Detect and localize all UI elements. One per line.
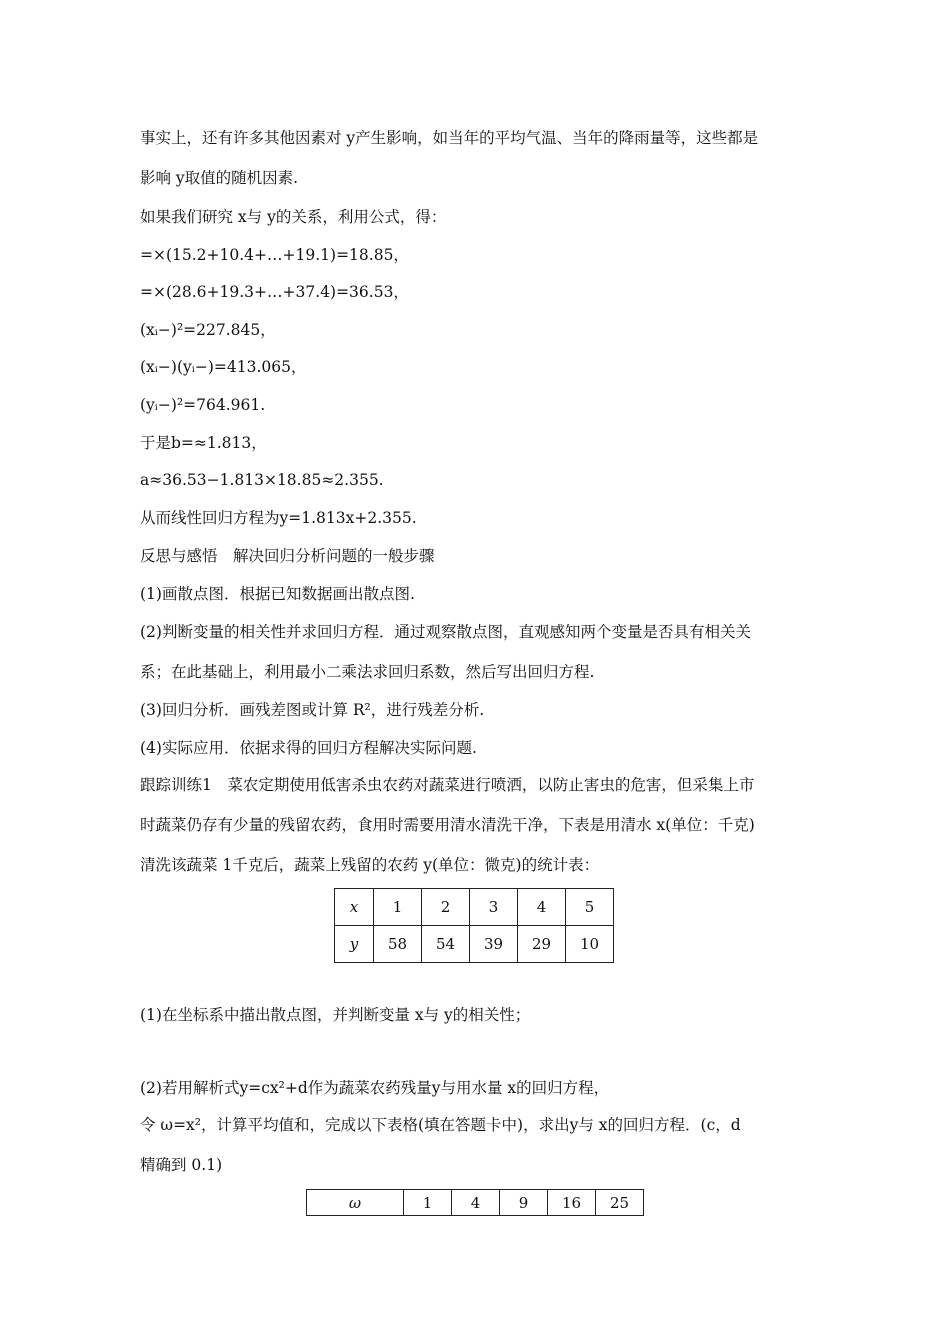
question-2-line-2: 令 ω=x²，计算平均值和，完成以下表格(填在答题卡中)，求出y与 x的回归方程．(c，d	[140, 1116, 741, 1134]
formula-syy: (yᵢ−)²=764.961.	[140, 396, 266, 414]
step-2-line-2: 系；在此基础上，利用最小二乘法求回归系数，然后写出回归方程.	[140, 663, 595, 681]
table-cell: 4	[518, 889, 566, 926]
table-cell: 25	[596, 1190, 644, 1216]
formula-sxx: (xᵢ−)²=227.845，	[140, 321, 276, 339]
step-4: (4)实际应用．依据求得的回归方程解决实际问题.	[140, 739, 477, 757]
table-cell: 2	[422, 889, 470, 926]
table-row	[307, 1190, 644, 1216]
table-cell: 1	[374, 889, 422, 926]
table-cell: 9	[500, 1190, 548, 1216]
reflection-heading: 反思与感悟 解决回归分析问题的一般步骤	[140, 547, 435, 565]
formula-mean-x: =×(15.2+10.4+…+19.1)=18.85，	[140, 246, 409, 264]
table-cell: 1	[404, 1190, 452, 1216]
table-cell: 3	[470, 889, 518, 926]
table-header-x: x	[335, 889, 374, 926]
question-2-line-3: 精确到 0.1)	[140, 1156, 223, 1174]
table-cell: 54	[422, 926, 470, 963]
table-row	[335, 889, 614, 926]
formula-b: 于是b=≈1.813，	[140, 434, 267, 452]
table-cell: 10	[566, 926, 614, 963]
question-1: (1)在坐标系中描出散点图，并判断变量 x与 y的相关性；	[140, 1006, 531, 1024]
step-2-line-1: (2)判断变量的相关性并求回归方程．通过观察散点图，直观感知两个变量是否具有相关关	[140, 623, 751, 641]
table-cell: 29	[518, 926, 566, 963]
table-cell: 39	[470, 926, 518, 963]
formula-mean-y: =×(28.6+19.3+…+37.4)=36.53，	[140, 283, 409, 301]
text-line-3: 如果我们研究 x与 y的关系，利用公式，得：	[140, 208, 447, 226]
data-table-xy	[334, 888, 614, 963]
exercise-line-3: 清洗该蔬菜 1千克后，蔬菜上残留的农药 y(单位：微克)的统计表：	[140, 856, 600, 874]
data-table-omega	[306, 1189, 644, 1216]
step-1: (1)画散点图．根据已知数据画出散点图.	[140, 585, 415, 603]
table-cell: 58	[374, 926, 422, 963]
formula-a: a≈36.53−1.813×18.85≈2.355.	[140, 471, 384, 489]
step-3: (3)回归分析．画残差图或计算 R²，进行残差分析.	[140, 701, 485, 719]
table-header-y: y	[335, 926, 374, 963]
exercise-line-2: 时蔬菜仍存有少量的残留农药，食用时需要用清水清洗干净，下表是用清水 x(单位：千克)	[140, 816, 755, 834]
table-row	[335, 926, 614, 963]
text-line-2: 影响 y取值的随机因素.	[140, 169, 299, 187]
table-header-omega: ω	[307, 1190, 404, 1216]
regression-equation: 从而线性回归方程为y=1.813x+2.355.	[140, 509, 417, 527]
exercise-line-1: 跟踪训练1 菜农定期使用低害杀虫农药对蔬菜进行喷洒，以防止害虫的危害，但采集上市	[140, 776, 755, 794]
text-line-1: 事实上，还有许多其他因素对 y产生影响，如当年的平均气温、当年的降雨量等，这些都是	[140, 129, 759, 147]
table-cell: 5	[566, 889, 614, 926]
table-cell: 16	[548, 1190, 596, 1216]
formula-sxy: (xᵢ−)(yᵢ−)=413.065，	[140, 358, 307, 376]
question-2-line-1: (2)若用解析式y=cx²+d作为蔬菜农药残量y与用水量 x的回归方程，	[140, 1079, 610, 1097]
table-cell: 4	[452, 1190, 500, 1216]
